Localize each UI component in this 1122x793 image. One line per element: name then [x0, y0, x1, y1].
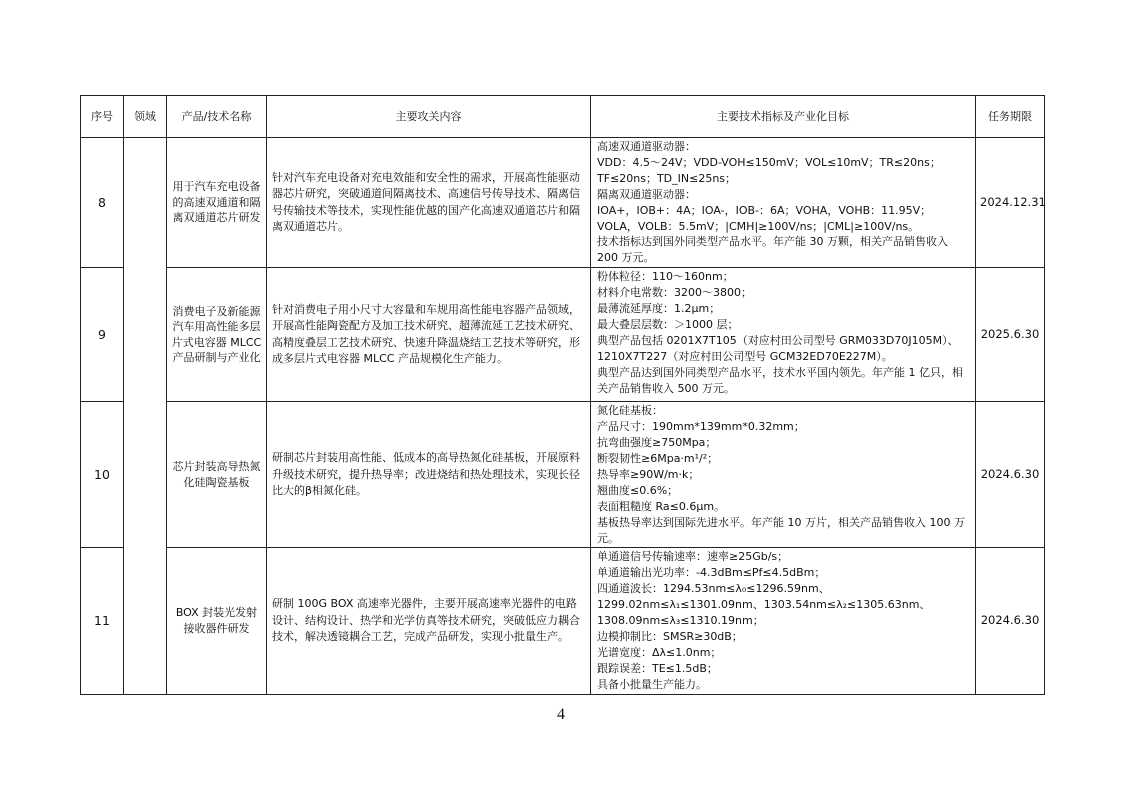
metric-line: 跟踪误差：TE≤1.5dB； — [597, 661, 718, 675]
header-no: 序号 — [81, 96, 124, 138]
main-content: 研制芯片封装用高性能、低成本的高导热氮化硅基板，开展原料升级技术研究，提升热导率；改进烧结和热处理技术，实现长径比大的β相氮化硅。 — [267, 402, 591, 548]
table-row — [81, 138, 1045, 268]
metrics-cell — [591, 138, 976, 268]
metric-line: 最大叠层层数：＞1000 层； — [597, 317, 739, 331]
metric-line: 氮化硅基板： — [597, 404, 663, 418]
metric-line: 单通道输出光功率：-4.3dBm≤Pf≤4.5dBm； — [597, 566, 826, 580]
metric-line: 具备小批量生产能力。 — [597, 677, 707, 691]
metric-line: 单通道信号传输速率：速率≥25Gb/s； — [597, 550, 789, 564]
product-name: BOX 封装光发射接收器件研发 — [167, 548, 267, 694]
metric-line: 材料介电常数：3200～3800； — [597, 286, 752, 300]
metrics-cell — [591, 402, 976, 548]
metric-line: 四通道波长：1294.53nm≤λ₀≤1296.59nm、1299.02nm≤λ₁≤1301.09nm、1303.54nm≤λ₂≤1305.63nm、1308.09nm≤λ₃≤1310.19nm； — [597, 582, 931, 628]
deadline: 2024.6.30 — [976, 548, 1045, 694]
main-content: 针对消费电子用小尺寸大容量和车规用高性能电容器产品领域，开展高性能陶瓷配方及加工技术研究、超薄流延工艺技术研究、高精度叠层工艺技术研究、快速升降温烧结工艺技术等研究，形成多层片式电容器 MLCC 产品规模化生产能力。 — [267, 268, 591, 402]
metric-line: 光谱宽度：Δλ≤1.0nm； — [597, 645, 722, 659]
metric-line: 产品尺寸：190mm*139mm*0.32mm； — [597, 420, 805, 434]
metric-line: VDD：4.5～24V；VDD-VOH≤150mV；VOL≤10mV；TR≤20ns；TF≤20ns；TD_IN≤25ns； — [597, 155, 941, 185]
table-row — [81, 402, 1045, 548]
metric-line: 断裂韧性≥6Mpa·m¹/²； — [597, 451, 719, 465]
metric-line: 最薄流延厚度：1.2μm； — [597, 302, 721, 316]
header-content: 主要攻关内容 — [267, 96, 591, 138]
metric-line: 典型产品达到国外同类型产品水平，技术水平国内领先。年产能 1 亿只，相关产品销售收入 500 万元。 — [597, 365, 963, 395]
row-no: 10 — [81, 402, 124, 548]
metric-line: 表面粗糙度 Ra≤0.6μm。 — [597, 499, 726, 513]
row-no: 9 — [81, 268, 124, 402]
metric-line: 基板热导率达到国际先进水平。年产能 10 万片，相关产品销售收入 100 万元。 — [597, 515, 965, 545]
metrics-cell — [591, 548, 976, 694]
metric-line: IOA+，IOB+：4A；IOA-，IOB-：6A；VOHA，VOHB：11.95V；VOLA，VOLB：5.5mV；|CMH|≥100V/ns；|CML|≥100V/ns。 — [597, 203, 932, 233]
metric-line: 抗弯曲强度≥750Mpa； — [597, 436, 717, 450]
metric-line: 粉体粒径：110～160nm； — [597, 270, 734, 284]
header-deadline: 任务期限 — [976, 96, 1045, 138]
table-row — [81, 548, 1045, 694]
table-header-row — [81, 96, 1045, 138]
metric-line: 翘曲度≤0.6%； — [597, 483, 679, 497]
product-name: 消费电子及新能源汽车用高性能多层片式电容器 MLCC 产品研制与产业化 — [167, 268, 267, 402]
metric-line: 热导率≥90W/m·k； — [597, 467, 700, 481]
product-name: 芯片封装高导热氮化硅陶瓷基板 — [167, 402, 267, 548]
tech-task-table — [80, 95, 1045, 695]
deadline: 2025.6.30 — [976, 268, 1045, 402]
field-cell — [124, 138, 167, 695]
header-name: 产品/技术名称 — [167, 96, 267, 138]
table-row — [81, 268, 1045, 402]
deadline: 2024.6.30 — [976, 402, 1045, 548]
main-content: 研制 100G BOX 高速率光器件，主要开展高速率光器件的电路设计、结构设计、热学和光学仿真等技术研究，突破低应力耦合技术，解决透镜耦合工艺，完成产品研发，实现小批量生产。 — [267, 548, 591, 694]
metric-line: 边模抑制比：SMSR≥30dB； — [597, 629, 743, 643]
product-name: 用于汽车充电设备的高速双通道和隔离双通道芯片研发 — [167, 138, 267, 268]
row-no: 8 — [81, 138, 124, 268]
metrics-cell — [591, 268, 976, 402]
main-content: 针对汽车充电设备对充电效能和安全性的需求，开展高性能驱动器芯片研究，突破通道间隔离技术、高速信号传导技术、隔离信号传输技术等技术，实现性能优越的国产化高速双通道芯片和隔离双通道芯片。 — [267, 138, 591, 268]
metric-line: 隔离双通道驱动器： — [597, 187, 696, 201]
row-no: 11 — [81, 548, 124, 694]
header-field: 领域 — [124, 96, 167, 138]
page-number: 4 — [557, 706, 565, 723]
metric-line: 技术指标达到国外同类型产品水平。年产能 30 万颗，相关产品销售收入 200 万元。 — [597, 235, 952, 265]
metric-line: 高速双通道驱动器： — [597, 140, 696, 153]
deadline: 2024.12.31 — [976, 138, 1045, 268]
metric-line: 典型产品包括 0201X7T105（对应村田公司型号 GRM033D70J105M）、1210X7T227（对应村田公司型号 GCM32ED70E227M）。 — [597, 333, 959, 363]
header-metrics: 主要技术指标及产业化目标 — [591, 96, 976, 138]
